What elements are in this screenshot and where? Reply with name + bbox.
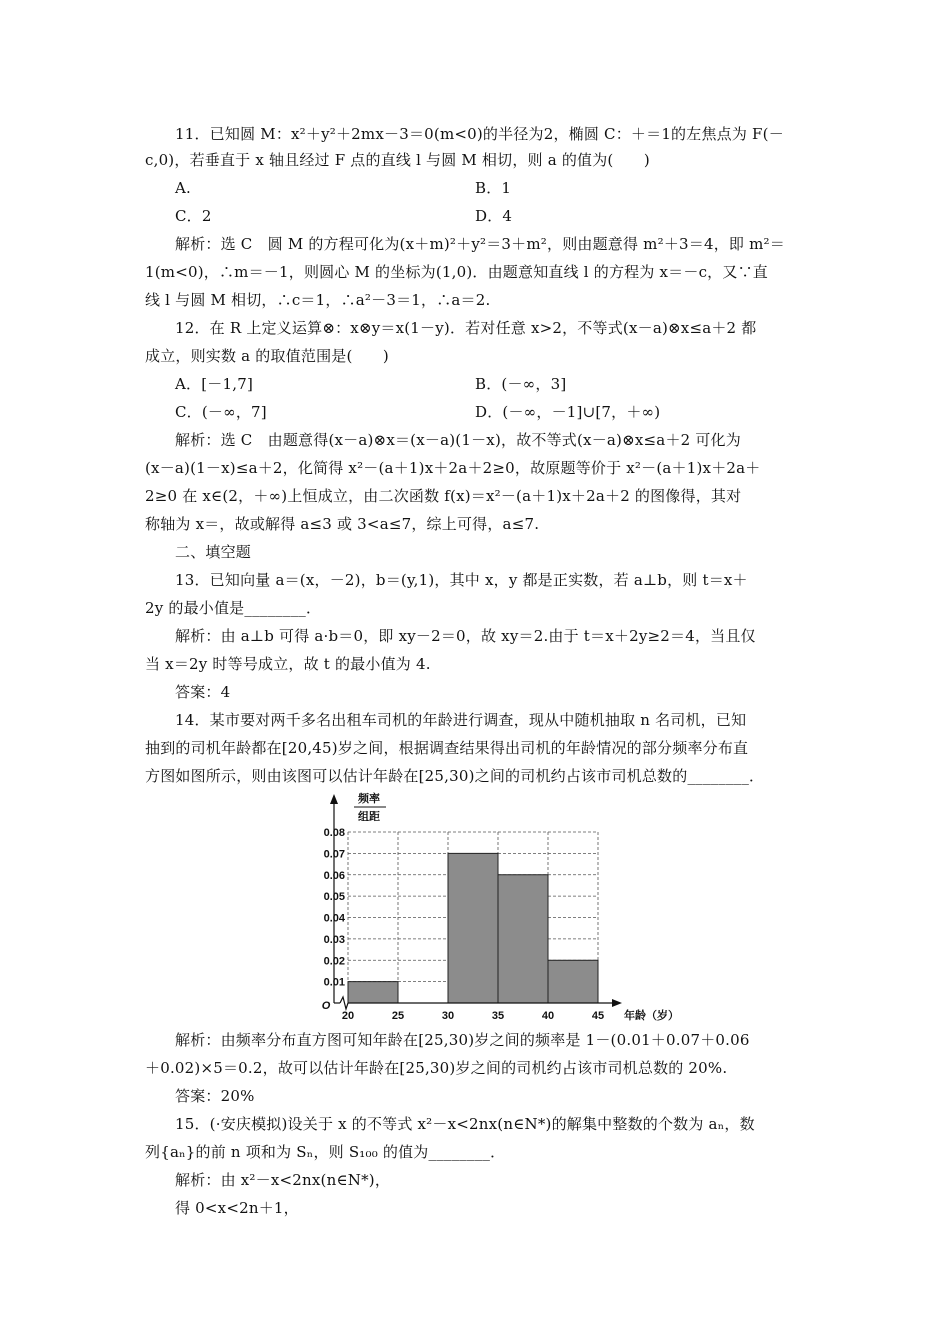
text-line: 方图如图所示，则由该图可以估计年龄在[25,30)之间的司机约占该市司机总数的________． [145,767,765,785]
text-line: 解析：由频率分布直方图可知年龄在[25,30)岁之间的频率是 1－(0.01＋0.07＋0.06 [175,1031,750,1049]
text-line: 抽到的司机年龄都在[20,45)岁之间，根据调查结果得出司机的年龄情况的部分频率分布直 [145,739,749,757]
text-line: A．[－1,7] [175,375,253,393]
text-line: 13．已知向量 a＝(x，－2)，b＝(y,1)，其中 x，y 都是正实数，若 a⊥b，则 t＝x＋ [175,571,748,589]
histogram-bar [548,960,598,1003]
origin-label: O [321,1000,331,1012]
text-line: C．(－∞，7] [175,403,267,421]
text-line: 答案：4 [175,683,231,701]
text-line: 1(m<0)，∴m＝－1，则圆心 M 的坐标为(1,0)．由题意知直线 l 的方程为 x＝－c，又∵直 [145,263,768,281]
histogram-bar [498,875,548,1003]
x-tick-label: 25 [391,1010,405,1022]
text-line: 线 l 与圆 M 相切，∴c＝1，∴a²－3＝1，∴a＝2. [145,291,491,309]
text-line: D．4 [475,207,513,225]
text-line: A. [175,179,192,197]
frequency-histogram [300,790,680,1025]
text-line: 解析：由 a⊥b 可得 a·b＝0，即 xy－2＝0，故 xy＝2.由于 t＝x＋2y≥2＝4，当且仅 [175,627,756,645]
x-axis-label: 年龄（岁） [624,1010,679,1022]
text-line: 成立，则实数 a 的取值范围是( ) [145,347,389,365]
y-axis-arrow [330,794,338,804]
x-tick-label: 20 [341,1010,355,1022]
text-line: c,0)，若垂直于 x 轴且经过 F 点的直线 l 与圆 M 相切，则 a 的值为( ) [145,151,650,169]
text-line: 12．在 R 上定义运算⊗：x⊗y＝x(1－y)．若对任意 x>2，不等式(x－a)⊗x≤a＋2 都 [175,319,757,337]
y-tick-label: 0.08 [323,827,345,839]
x-axis-arrow [612,999,622,1007]
text-line: 解析：选 C 圆 M 的方程可化为(x＋m)²＋y²＝3＋m²，则由题意得 m²＋3＝4，即 m²＝ [175,235,785,253]
text-line: 解析：选 C 由题意得(x－a)⊗x＝(x－a)(1－x)，故不等式(x－a)⊗x≤a＋2 可化为 [175,431,741,449]
text-line: 答案：20% [175,1087,255,1105]
y-tick-label: 0.02 [323,955,345,968]
text-line: 二、填空题 [175,543,252,561]
text-line: B．1 [475,179,512,197]
text-line: (x－a)(1－x)≤a＋2，化简得 x²－(a＋1)x＋2a＋2≥0，故原题等价于 x²－(a＋1)x＋2a＋ [145,459,761,477]
text-line: 2≥0 在 x∈(2，＋∞)上恒成立，由二次函数 f(x)＝x²－(a＋1)x＋2a＋2 的图像得，其对 [145,487,742,505]
text-line: 列{aₙ}的前 n 项和为 Sₙ，则 S₁₀₀ 的值为________． [145,1143,506,1161]
y-tick-label: 0.04 [323,912,345,925]
x-tick-label: 35 [491,1010,505,1022]
histogram-bar [448,853,498,1003]
y-tick-label: 0.01 [323,976,345,989]
text-line: 解析：由 x²－x<2nx(n∈N*)， [175,1171,391,1189]
bar-layer [348,853,598,1003]
text-line: 11．已知圆 M：x²＋y²＋2mx－3＝0(m<0)的半径为2，椭圆 C：＋＝1的左焦点为 F(－ [175,125,784,143]
x-tick-label: 30 [441,1010,455,1022]
text-line: D．(－∞，－1]∪[7，＋∞) [475,403,661,421]
text-line: ＋0.02)×5＝0.2，故可以估计年龄在[25,30)岁之间的司机约占该市司机总数的 20%. [145,1059,728,1077]
text-line: 15．(·安庆模拟)设关于 x 的不等式 x²－x<2nx(n∈N*)的解集中整数的个数为 aₙ，数 [175,1115,755,1133]
ylabel-top: 频率 [358,793,380,805]
ylabel-bottom: 组距 [358,811,380,823]
text-line: 得 0<x<2n＋1， [175,1199,299,1217]
histogram-bar [348,982,398,1003]
text-line: 14．某市要对两千多名出租车司机的年龄进行调查，现从中随机抽取 n 名司机，已知 [175,711,747,729]
x-tick-label: 40 [541,1010,555,1022]
text-line: 称轴为 x＝，故或解得 a≤3 或 3<a≤7，综上可得，a≤7. [145,515,540,533]
text-line: 2y 的最小值是________． [145,599,322,617]
y-tick-label: 0.06 [323,869,345,882]
text-line: 当 x＝2y 时等号成立，故 t 的最小值为 4. [145,655,431,673]
x-tick-label: 45 [591,1010,605,1022]
y-tick-label: 0.05 [323,891,345,904]
text-line: B．(－∞，3] [475,375,567,393]
y-tick-label: 0.03 [323,933,345,946]
text-line: C．2 [175,207,212,225]
y-tick-label: 0.07 [323,848,345,861]
axis-break-zigzag [340,997,348,1009]
